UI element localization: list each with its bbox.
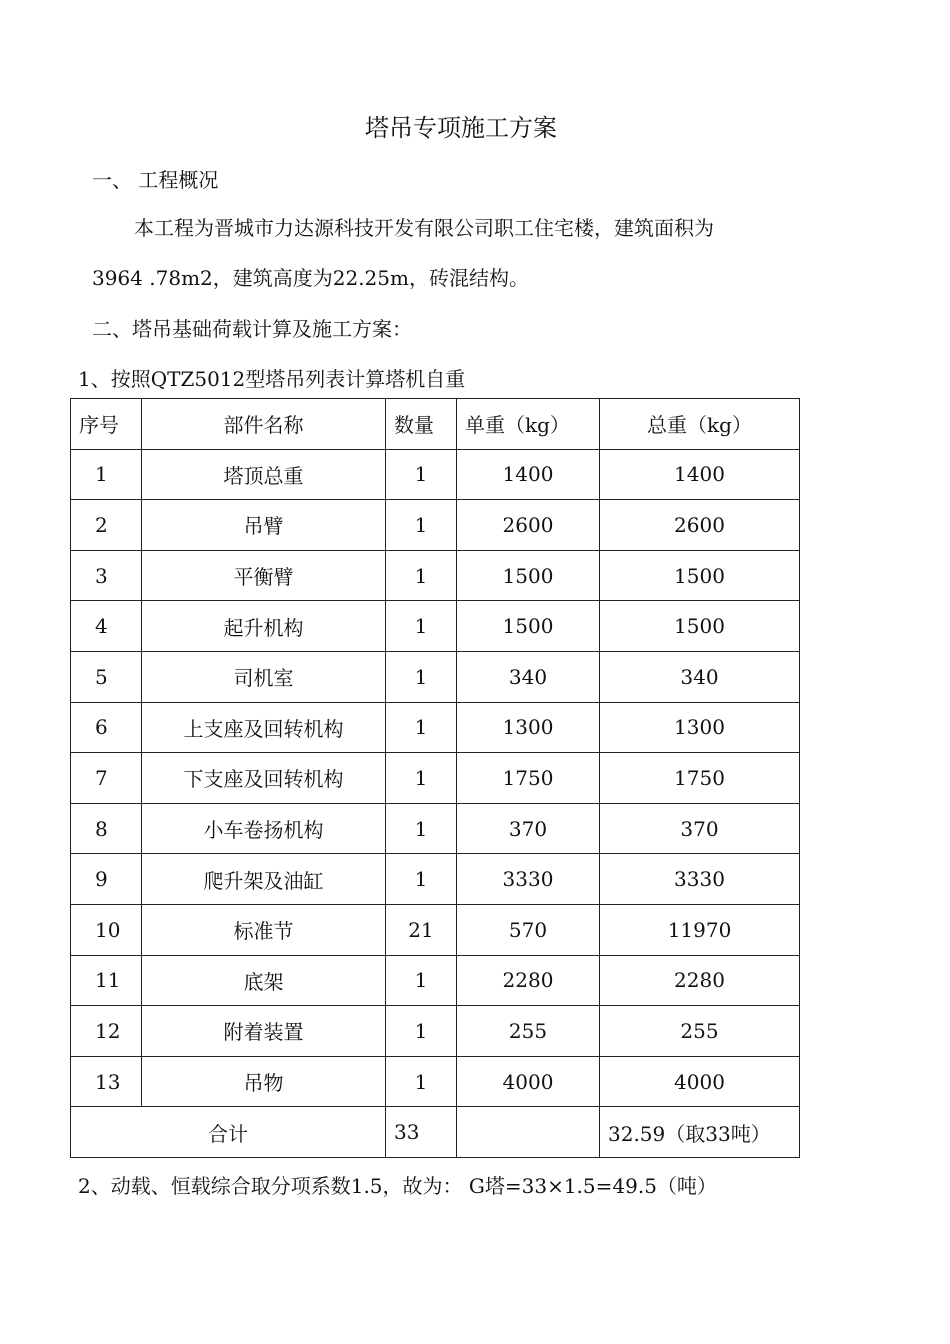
row-index-cell: 8 [71, 803, 142, 854]
component-name-cell: 塔顶总重 [142, 449, 386, 500]
unit-weight-cell: 1300 [457, 702, 600, 753]
item-2-text: 2、动载、恒载综合取分项系数1.5，故为： G塔=33×1.5=49.5（吨） [78, 1174, 717, 1198]
row-index-cell: 13 [71, 1056, 142, 1107]
table-row [71, 449, 800, 500]
quantity-cell: 1 [386, 803, 457, 854]
component-name-cell: 吊物 [142, 1056, 386, 1107]
total-weight-cell: 1750 [600, 753, 800, 804]
component-name-cell: 爬升架及油缸 [142, 854, 386, 905]
row-index-cell: 11 [71, 955, 142, 1006]
table-row [71, 753, 800, 804]
row-index-cell: 2 [71, 500, 142, 551]
header-index: 序号 [71, 399, 142, 450]
row-index-cell: 4 [71, 601, 142, 652]
total-weight-cell: 1500 [600, 550, 800, 601]
total-weight: 32.59（取33吨） [600, 1107, 800, 1158]
document-title: 塔吊专项施工方案 [365, 114, 557, 142]
header-quantity: 数量 [386, 399, 457, 450]
unit-weight-cell: 2600 [457, 500, 600, 551]
row-index-cell: 9 [71, 854, 142, 905]
total-weight-cell: 1500 [600, 601, 800, 652]
row-index-cell: 6 [71, 702, 142, 753]
quantity-cell: 1 [386, 702, 457, 753]
unit-weight-cell: 255 [457, 1006, 600, 1057]
quantity-cell: 1 [386, 601, 457, 652]
component-weight-table [70, 398, 800, 1158]
component-name-cell: 吊臂 [142, 500, 386, 551]
row-index-cell: 1 [71, 449, 142, 500]
unit-weight-cell: 1750 [457, 753, 600, 804]
total-weight-cell: 370 [600, 803, 800, 854]
total-weight-cell: 340 [600, 651, 800, 702]
row-index-cell: 7 [71, 753, 142, 804]
total-weight-cell: 1300 [600, 702, 800, 753]
row-index-cell: 5 [71, 651, 142, 702]
table-header-row [71, 399, 800, 450]
component-name-cell: 小车卷扬机构 [142, 803, 386, 854]
component-name-cell: 司机室 [142, 651, 386, 702]
total-weight-cell: 2280 [600, 955, 800, 1006]
quantity-cell: 1 [386, 651, 457, 702]
total-label: 合计 [71, 1107, 386, 1158]
component-name-cell: 标准节 [142, 904, 386, 955]
unit-weight-cell: 4000 [457, 1056, 600, 1107]
total-quantity: 33 [386, 1107, 457, 1158]
row-index-cell: 3 [71, 550, 142, 601]
component-name-cell: 附着装置 [142, 1006, 386, 1057]
table-row [71, 854, 800, 905]
unit-weight-cell: 340 [457, 651, 600, 702]
table-row [71, 550, 800, 601]
section-heading-overview: 一、 工程概况 [92, 168, 219, 192]
total-weight-cell: 11970 [600, 904, 800, 955]
component-name-cell: 上支座及回转机构 [142, 702, 386, 753]
header-component-name: 部件名称 [142, 399, 386, 450]
section-heading-foundation: 二、塔吊基础荷载计算及施工方案： [92, 317, 412, 341]
item-1-text: 1、按照QTZ5012型塔吊列表计算塔机自重 [78, 367, 466, 391]
header-total-weight: 总重（kg） [600, 399, 800, 450]
quantity-cell: 1 [386, 854, 457, 905]
unit-weight-cell: 1500 [457, 601, 600, 652]
component-name-cell: 下支座及回转机构 [142, 753, 386, 804]
quantity-cell: 1 [386, 500, 457, 551]
overview-paragraph-line-2: 3964 .78m2，建筑高度为22.25m，砖混结构。 [92, 266, 529, 290]
table-row [71, 904, 800, 955]
row-index-cell: 10 [71, 904, 142, 955]
total-weight-cell: 255 [600, 1006, 800, 1057]
unit-weight-cell: 1400 [457, 449, 600, 500]
quantity-cell: 21 [386, 904, 457, 955]
quantity-cell: 1 [386, 753, 457, 804]
table-row [71, 803, 800, 854]
table-row [71, 702, 800, 753]
table-row [71, 601, 800, 652]
table-row [71, 500, 800, 551]
total-weight-cell: 2600 [600, 500, 800, 551]
total-weight-cell: 1400 [600, 449, 800, 500]
quantity-cell: 1 [386, 955, 457, 1006]
component-name-cell: 起升机构 [142, 601, 386, 652]
total-weight-cell: 4000 [600, 1056, 800, 1107]
component-name-cell: 平衡臂 [142, 550, 386, 601]
table-row [71, 955, 800, 1006]
unit-weight-cell: 1500 [457, 550, 600, 601]
total-weight-cell: 3330 [600, 854, 800, 905]
unit-weight-cell: 570 [457, 904, 600, 955]
unit-weight-cell: 370 [457, 803, 600, 854]
component-name-cell: 底架 [142, 955, 386, 1006]
header-unit-weight: 单重（kg） [457, 399, 600, 450]
quantity-cell: 1 [386, 550, 457, 601]
quantity-cell: 1 [386, 1006, 457, 1057]
unit-weight-cell: 3330 [457, 854, 600, 905]
unit-weight-cell: 2280 [457, 955, 600, 1006]
table-row [71, 651, 800, 702]
total-unit-weight [457, 1107, 600, 1158]
row-index-cell: 12 [71, 1006, 142, 1057]
table-row [71, 1056, 800, 1107]
table-row [71, 1006, 800, 1057]
overview-paragraph-line-1: 本工程为晋城市力达源科技开发有限公司职工住宅楼，建筑面积为 [134, 216, 714, 240]
quantity-cell: 1 [386, 1056, 457, 1107]
table-total-row [71, 1107, 800, 1158]
quantity-cell: 1 [386, 449, 457, 500]
